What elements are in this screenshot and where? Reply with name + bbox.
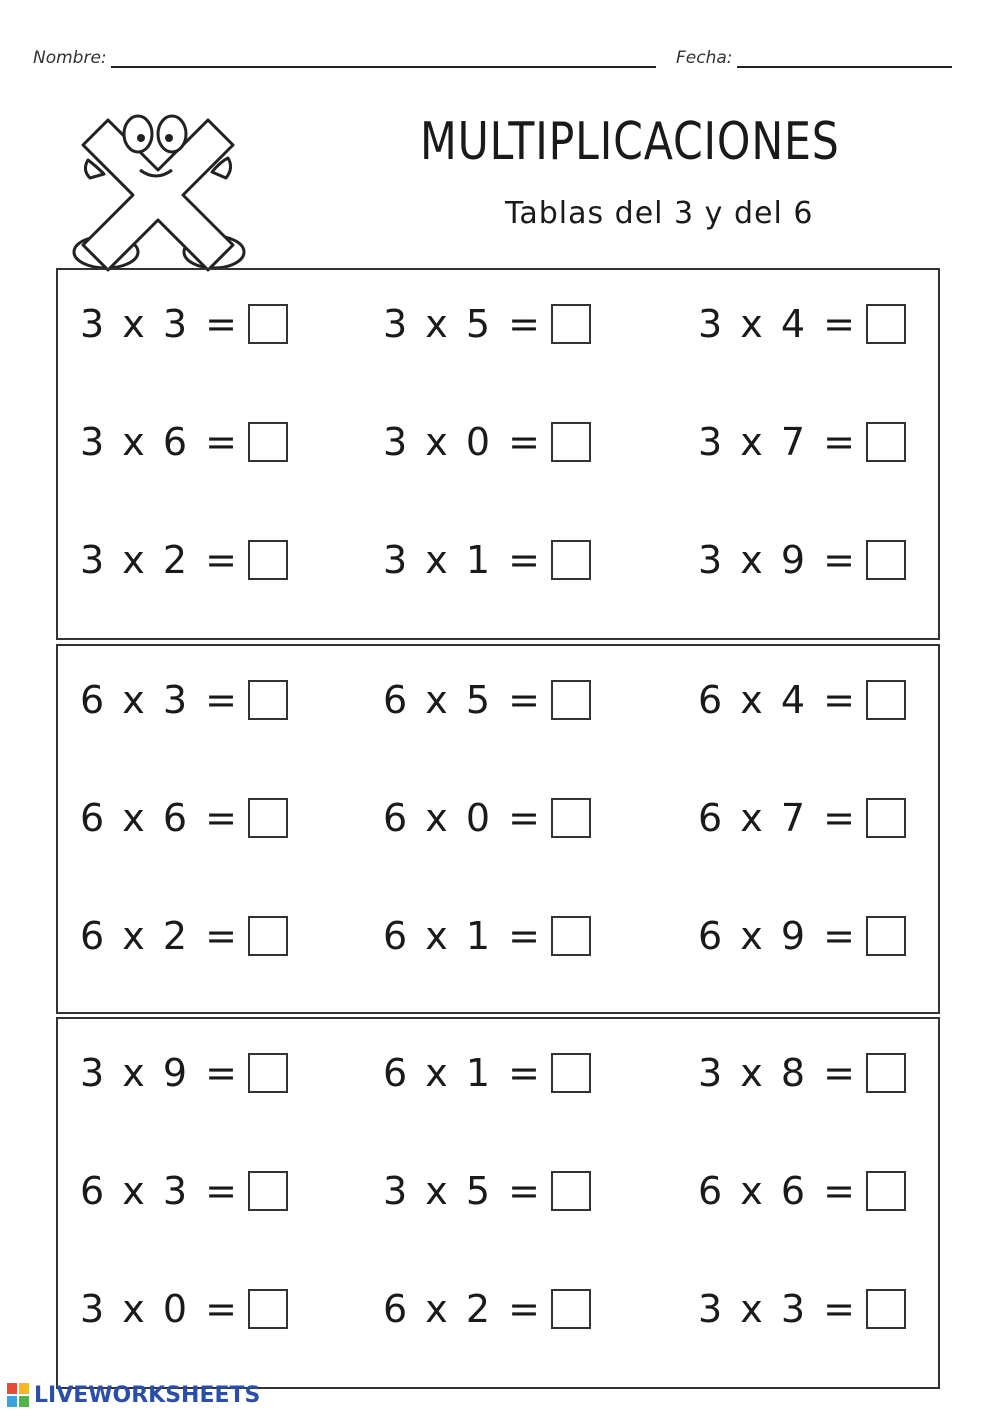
answer-box[interactable]: [248, 1171, 288, 1211]
problem-expression: 3 x 0 =: [383, 420, 543, 464]
answer-box[interactable]: [248, 540, 288, 580]
multiplication-problem: [383, 678, 591, 722]
brand-text: LIVEWORKSHEETS: [34, 1382, 261, 1408]
answer-box[interactable]: [248, 680, 288, 720]
problem-expression: 3 x 4 =: [698, 302, 858, 346]
problem-expression: 6 x 0 =: [383, 796, 543, 840]
multiplication-problem: [698, 914, 906, 958]
multiplication-problem: [80, 420, 288, 464]
answer-box[interactable]: [551, 540, 591, 580]
answer-box[interactable]: [551, 1171, 591, 1211]
answer-box[interactable]: [866, 1053, 906, 1093]
date-line: [676, 48, 952, 68]
problem-expression: 3 x 9 =: [698, 538, 858, 582]
multiplication-problem: [80, 914, 288, 958]
multiplication-problem: [698, 796, 906, 840]
problem-expression: 3 x 3 =: [80, 302, 240, 346]
multiplication-problem: [80, 796, 288, 840]
exercise-panel-2: [56, 644, 940, 1014]
problem-expression: 3 x 5 =: [383, 1169, 543, 1213]
answer-box[interactable]: [248, 1289, 288, 1329]
problem-expression: 3 x 2 =: [80, 538, 240, 582]
worksheet-title: MULTIPLICACIONES: [420, 112, 840, 172]
answer-box[interactable]: [248, 1053, 288, 1093]
multiplication-problem: [698, 678, 906, 722]
multiplication-problem: [698, 302, 906, 346]
problem-expression: 6 x 3 =: [80, 1169, 240, 1213]
problem-expression: 3 x 7 =: [698, 420, 858, 464]
multiplication-problem: [698, 1051, 906, 1095]
answer-box[interactable]: [866, 1171, 906, 1211]
multiplication-problem: [80, 302, 288, 346]
name-input-line[interactable]: [111, 52, 656, 68]
problem-expression: 6 x 2 =: [383, 1287, 543, 1331]
answer-box[interactable]: [248, 422, 288, 462]
answer-box[interactable]: [551, 798, 591, 838]
date-input-line[interactable]: [737, 52, 952, 68]
multiplication-problem: [698, 1287, 906, 1331]
multiplication-problem: [383, 1287, 591, 1331]
problem-expression: 6 x 2 =: [80, 914, 240, 958]
problem-expression: 3 x 8 =: [698, 1051, 858, 1095]
multiplication-problem: [698, 538, 906, 582]
multiplication-problem: [383, 538, 591, 582]
multiplication-problem: [80, 1051, 288, 1095]
answer-box[interactable]: [248, 916, 288, 956]
multiplication-problem: [80, 538, 288, 582]
answer-box[interactable]: [866, 540, 906, 580]
problem-expression: 3 x 6 =: [80, 420, 240, 464]
problem-expression: 6 x 3 =: [80, 678, 240, 722]
problem-expression: 6 x 5 =: [383, 678, 543, 722]
answer-box[interactable]: [866, 422, 906, 462]
problem-expression: 6 x 1 =: [383, 914, 543, 958]
multiplication-problem: [383, 914, 591, 958]
answer-box[interactable]: [551, 680, 591, 720]
multiplication-problem: [698, 1169, 906, 1213]
liveworksheets-logo: [6, 1382, 260, 1408]
problem-expression: 3 x 9 =: [80, 1051, 240, 1095]
problem-expression: 6 x 1 =: [383, 1051, 543, 1095]
answer-box[interactable]: [866, 916, 906, 956]
answer-box[interactable]: [866, 798, 906, 838]
multiplication-problem: [383, 302, 591, 346]
problem-expression: 3 x 5 =: [383, 302, 543, 346]
multiplication-problem: [80, 1287, 288, 1331]
answer-box[interactable]: [866, 304, 906, 344]
problem-expression: 6 x 7 =: [698, 796, 858, 840]
worksheet-subtitle: Tablas del 3 y del 6: [505, 196, 814, 231]
problem-expression: 3 x 0 =: [80, 1287, 240, 1331]
problem-expression: 6 x 6 =: [80, 796, 240, 840]
answer-box[interactable]: [551, 1289, 591, 1329]
exercise-panel-1: [56, 268, 940, 640]
liveworksheets-mark-icon: [6, 1382, 30, 1408]
name-line: [33, 48, 656, 68]
multiplication-problem: [383, 796, 591, 840]
multiplication-problem: [698, 420, 906, 464]
multiplication-problem: [80, 678, 288, 722]
answer-box[interactable]: [866, 680, 906, 720]
answer-box[interactable]: [551, 422, 591, 462]
exercise-panel-3: [56, 1017, 940, 1389]
problem-expression: 3 x 1 =: [383, 538, 543, 582]
problem-expression: 3 x 3 =: [698, 1287, 858, 1331]
answer-box[interactable]: [248, 304, 288, 344]
answer-box[interactable]: [551, 1053, 591, 1093]
multiplication-problem: [80, 1169, 288, 1213]
answer-box[interactable]: [551, 916, 591, 956]
problem-expression: 6 x 9 =: [698, 914, 858, 958]
answer-box[interactable]: [248, 798, 288, 838]
name-label: Nombre:: [33, 48, 107, 68]
problem-expression: 6 x 6 =: [698, 1169, 858, 1213]
multiplication-problem: [383, 1051, 591, 1095]
multiplication-mascot-icon: [68, 100, 248, 275]
multiplication-problem: [383, 420, 591, 464]
date-label: Fecha:: [676, 48, 733, 68]
answer-box[interactable]: [551, 304, 591, 344]
problem-expression: 6 x 4 =: [698, 678, 858, 722]
multiplication-problem: [383, 1169, 591, 1213]
answer-box[interactable]: [866, 1289, 906, 1329]
